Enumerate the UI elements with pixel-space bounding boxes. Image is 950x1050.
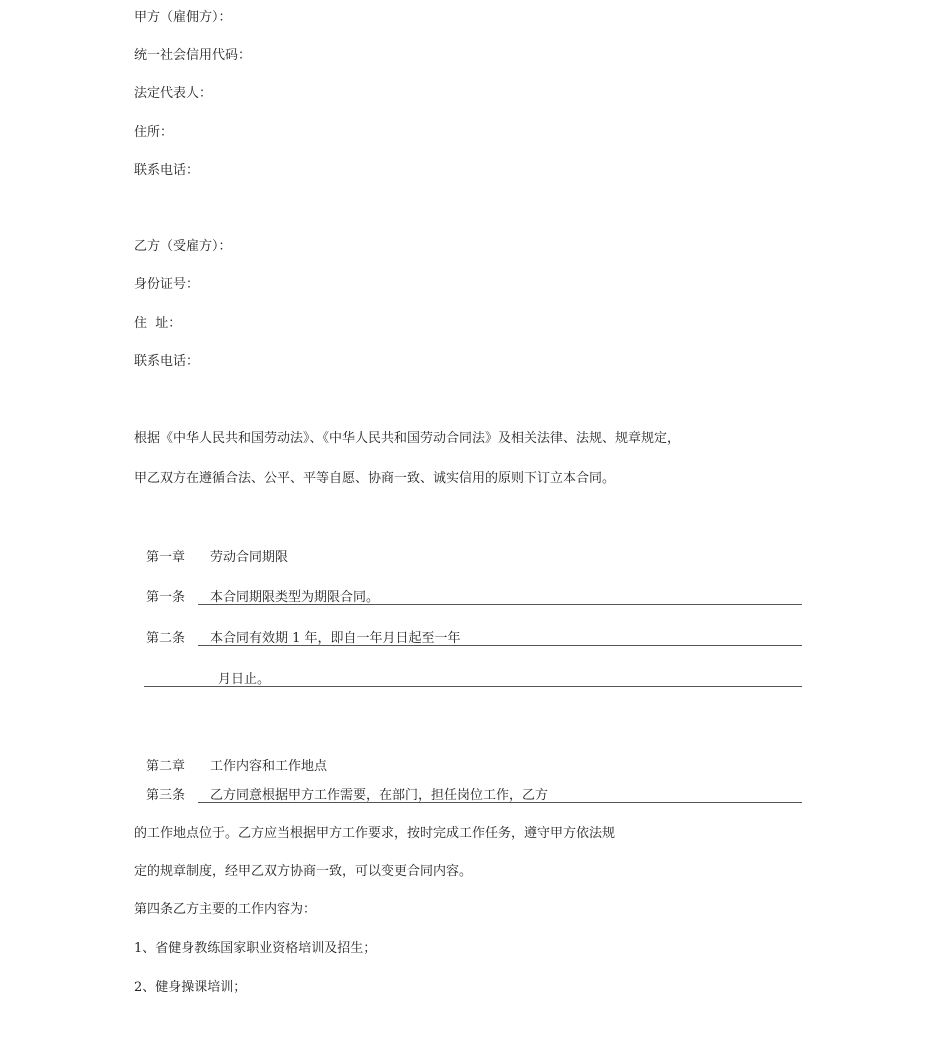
article-3-label: 第三条 — [146, 788, 186, 803]
article-4-heading: 第四条乙方主要的工作内容为： — [134, 902, 317, 917]
chapter-1-title: 劳动合同期限 — [210, 550, 289, 565]
party-a-heading: 甲方（雇佣方）： — [134, 10, 232, 25]
preamble-line-1: 根据《中华人民共和国劳动法》、《中华人民共和国劳动合同法》及相关法律、法规、规章规定， — [134, 431, 681, 446]
party-b-address-label: 住 址： — [134, 316, 182, 331]
article-2-continuation-underline — [144, 686, 802, 687]
party-b-heading: 乙方（受雇方）： — [134, 239, 232, 254]
article-3-continuation-2: 定的规章制度，经甲乙双方协商一致，可以变更合同内容。 — [134, 864, 473, 879]
party-b-id-label: 身份证号： — [134, 277, 200, 292]
article-4-item: 1、省健身教练国家职业资格培训及招生； — [134, 941, 377, 956]
article-1-text: 本合同期限类型为期限合同。 — [210, 590, 380, 605]
article-3-continuation-1: 的工作地点位于。乙方应当根据甲方工作要求，按时完成工作任务，遵守甲方依法规 — [134, 826, 616, 841]
party-a-phone-label: 联系电话： — [134, 163, 200, 178]
article-2-continuation: 月日止。 — [218, 672, 271, 687]
article-1-label: 第一条 — [146, 590, 186, 605]
party-b-phone-label: 联系电话： — [134, 354, 200, 369]
article-2-text: 本合同有效期 1 年，即自一年月日起至一年 — [210, 631, 461, 646]
party-a-address-label: 住所： — [134, 125, 174, 140]
chapter-2-title: 工作内容和工作地点 — [210, 759, 328, 774]
article-3-text: 乙方同意根据甲方工作需要，在部门，担任岗位工作，乙方 — [210, 788, 549, 803]
article-1-underline — [198, 604, 802, 605]
article-3-underline — [198, 802, 802, 803]
article-2-underline — [198, 645, 802, 646]
chapter-2-label: 第二章 — [146, 759, 186, 774]
party-a-legal-rep-label: 法定代表人： — [134, 86, 213, 101]
chapter-1-label: 第一章 — [146, 550, 186, 565]
preamble-line-2: 甲乙双方在遵循合法、公平、平等自愿、协商一致、诚实信用的原则下订立本合同。 — [134, 471, 616, 486]
article-4-item: 2、健身操课培训； — [134, 980, 247, 995]
article-2-label: 第二条 — [146, 631, 186, 646]
party-a-credit-code-label: 统一社会信用代码： — [134, 48, 252, 63]
